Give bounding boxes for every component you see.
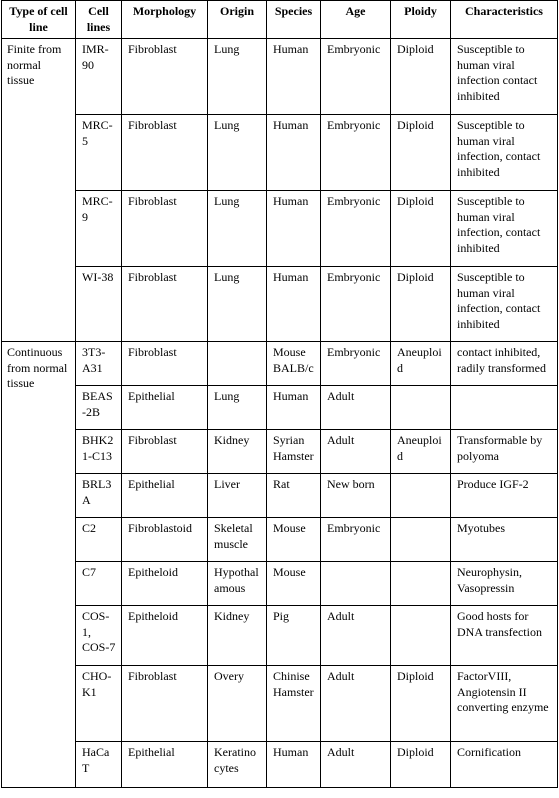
cell-species: Syrian Hamster xyxy=(267,430,321,474)
cell-ploidy xyxy=(391,562,451,606)
table-row xyxy=(2,562,558,606)
cell-age: Adult xyxy=(321,606,391,666)
cell-morphology: Fibroblast xyxy=(122,267,208,342)
cell-ploidy xyxy=(391,474,451,518)
cell-species: Human xyxy=(267,39,321,115)
cell-characteristics: contact inhibited, radily transformed xyxy=(451,342,558,386)
cell-line: COS-1, COS-7 xyxy=(76,606,122,666)
header-cell-lines: Cell lines xyxy=(76,1,122,39)
cell-origin: Keratinocytes xyxy=(208,742,267,788)
cell-line: BRL3A xyxy=(76,474,122,518)
header-characteristics: Characteristics xyxy=(451,1,558,39)
cell-characteristics: Produce IGF-2 xyxy=(451,474,558,518)
cell-line: C2 xyxy=(76,518,122,562)
cell-age: Embryonic xyxy=(321,115,391,191)
cell-characteristics xyxy=(451,386,558,430)
cell-origin xyxy=(208,342,267,386)
table-row xyxy=(2,191,558,267)
table-row xyxy=(2,518,558,562)
cell-species: Pig xyxy=(267,606,321,666)
cell-line: HaCaT xyxy=(76,742,122,788)
header-row xyxy=(2,1,558,39)
cell-line: MRC-5 xyxy=(76,115,122,191)
cell-age: Adult xyxy=(321,430,391,474)
table-row xyxy=(2,742,558,788)
cell-origin: Lung xyxy=(208,386,267,430)
cell-line: WI-38 xyxy=(76,267,122,342)
cell-morphology: Fibroblast xyxy=(122,39,208,115)
table-row xyxy=(2,39,558,115)
cell-line: BEAS-2B xyxy=(76,386,122,430)
cell-characteristics: Myotubes xyxy=(451,518,558,562)
cell-characteristics: Transformable by polyoma xyxy=(451,430,558,474)
cell-characteristics: FactorVIII, Angiotensin II converting enzyme xyxy=(451,666,558,742)
cell-ploidy: Diploid xyxy=(391,191,451,267)
cell-ploidy xyxy=(391,386,451,430)
cell-morphology: Fibroblast xyxy=(122,191,208,267)
cell-species: Mouse BALB/c xyxy=(267,342,321,386)
cell-age: New born xyxy=(321,474,391,518)
cell-characteristics: Good hosts for DNA transfection xyxy=(451,606,558,666)
cell-line: 3T3-A31 xyxy=(76,342,122,386)
cell-characteristics: Cornification xyxy=(451,742,558,788)
header-species: Species xyxy=(267,1,321,39)
cell-morphology: Fibroblastoid xyxy=(122,518,208,562)
cell-origin: Lung xyxy=(208,267,267,342)
table-row xyxy=(2,386,558,430)
cell-ploidy: Aneuploid xyxy=(391,342,451,386)
cell-line: CHO-K1 xyxy=(76,666,122,742)
cell-origin: Skeletal muscle xyxy=(208,518,267,562)
cell-ploidy xyxy=(391,518,451,562)
cell-origin: Lung xyxy=(208,39,267,115)
cell-age: Adult xyxy=(321,742,391,788)
cell-ploidy: Diploid xyxy=(391,742,451,788)
header-age: Age xyxy=(321,1,391,39)
cell-type-group: Finite from normal tissue xyxy=(2,39,76,342)
cell-ploidy: Diploid xyxy=(391,115,451,191)
cell-age xyxy=(321,562,391,606)
cell-age: Embryonic xyxy=(321,267,391,342)
header-morphology: Morphology xyxy=(122,1,208,39)
cell-origin: Overy xyxy=(208,666,267,742)
cell-age: Adult xyxy=(321,386,391,430)
table-row xyxy=(2,430,558,474)
cell-origin: Lung xyxy=(208,115,267,191)
cell-ploidy: Aneuploid xyxy=(391,430,451,474)
cell-line: IMR-90 xyxy=(76,39,122,115)
cell-ploidy: Diploid xyxy=(391,39,451,115)
cell-age: Embryonic xyxy=(321,518,391,562)
cell-age: Adult xyxy=(321,666,391,742)
cell-species: Human xyxy=(267,742,321,788)
header-origin: Origin xyxy=(208,1,267,39)
cell-morphology: Epitheloid xyxy=(122,606,208,666)
cell-ploidy: Diploid xyxy=(391,666,451,742)
table-row xyxy=(2,115,558,191)
cell-characteristics: Neurophysin, Vasopressin xyxy=(451,562,558,606)
cell-line: C7 xyxy=(76,562,122,606)
header-ploidy: Ploidy xyxy=(391,1,451,39)
table-row xyxy=(2,606,558,666)
table-body xyxy=(2,39,558,788)
cell-morphology: Fibroblast xyxy=(122,115,208,191)
header-type-of-cell-line: Type of cell line xyxy=(2,1,76,39)
cell-line: MRC-9 xyxy=(76,191,122,267)
cell-characteristics: Susceptible to human viral infection, contact inhibited xyxy=(451,191,558,267)
cell-origin: Kidney xyxy=(208,606,267,666)
cell-morphology: Epitheloid xyxy=(122,562,208,606)
cell-morphology: Epithelial xyxy=(122,742,208,788)
table-row xyxy=(2,267,558,342)
cell-age: Embryonic xyxy=(321,191,391,267)
table-row xyxy=(2,666,558,742)
cell-origin: Liver xyxy=(208,474,267,518)
cell-origin: Kidney xyxy=(208,430,267,474)
cell-ploidy xyxy=(391,606,451,666)
cell-species: Rat xyxy=(267,474,321,518)
cell-characteristics: Susceptible to human viral infection contact inhibited xyxy=(451,39,558,115)
cell-morphology: Epithelial xyxy=(122,386,208,430)
cell-lines-table xyxy=(1,0,558,788)
cell-species: Chinise Hamster xyxy=(267,666,321,742)
cell-age: Embryonic xyxy=(321,342,391,386)
cell-characteristics: Susceptible to human viral infection, contact inhibited xyxy=(451,115,558,191)
cell-species: Mouse xyxy=(267,518,321,562)
cell-morphology: Fibroblast xyxy=(122,342,208,386)
cell-morphology: Epithelial xyxy=(122,474,208,518)
table-header xyxy=(2,1,558,39)
cell-origin: Hypothalamous xyxy=(208,562,267,606)
cell-morphology: Fibroblast xyxy=(122,430,208,474)
cell-line: BHK21-C13 xyxy=(76,430,122,474)
cell-origin: Lung xyxy=(208,191,267,267)
cell-age: Embryonic xyxy=(321,39,391,115)
cell-species: Mouse xyxy=(267,562,321,606)
cell-type-group: Continuous from normal tissue xyxy=(2,342,76,788)
cell-species: Human xyxy=(267,386,321,430)
cell-characteristics: Susceptible to human viral infection, contact inhibited xyxy=(451,267,558,342)
cell-species: Human xyxy=(267,191,321,267)
cell-morphology: Fibroblast xyxy=(122,666,208,742)
table-row xyxy=(2,474,558,518)
cell-species: Human xyxy=(267,267,321,342)
cell-ploidy: Diploid xyxy=(391,267,451,342)
table-row xyxy=(2,342,558,386)
cell-species: Human xyxy=(267,115,321,191)
